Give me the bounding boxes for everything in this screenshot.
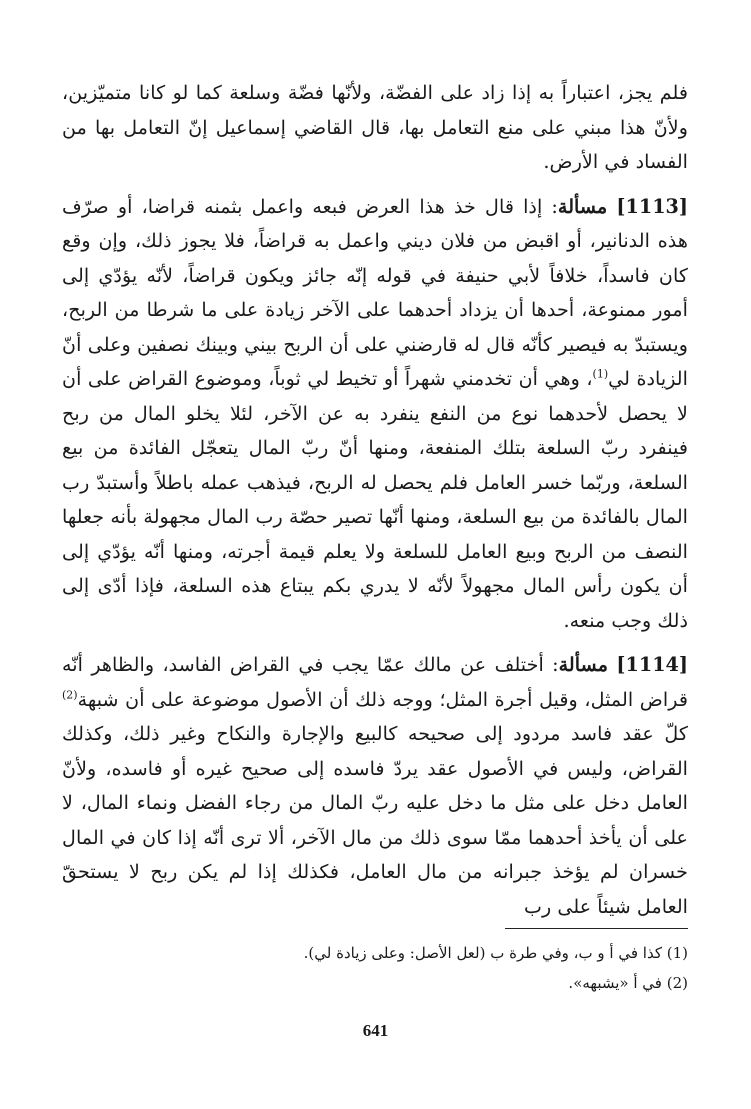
footnote-1: [62, 938, 688, 968]
footnote-2-number: (2): [666, 974, 688, 992]
issue-1114-text-a: : أختلف عن مالك عمّا يجب في القراض الفاسد، والظاهر أنّه قراض المثل، وقيل أجرة المثل؛ ووجه ذلك أن الأصول موضوعة على أن شبهة: [62, 653, 688, 711]
footnote-ref-1: (1): [592, 367, 609, 381]
issue-1113-label: مسألة: [557, 194, 608, 218]
issue-1114-label: مسألة: [558, 653, 609, 676]
page-body: [62, 76, 688, 924]
footnote-2: [62, 968, 688, 998]
issue-1113-text-a: : إذا قال خذ هذا العرض فبعه واعمل بثمنه قراضا، أو صرّف هذه الدنانير، أو اقبض من فلان ديني واعمل به قراضاً، فلا يجوز ذلك، وإن وقع كان فاسداً، خلافاً لأبي حنيفة في قوله إنّه جائز ويكون قراضاً، لأنّه يؤدّي إلى أمور ممنوعة، أحدها أن يزداد أحدهما على الآخر زيادة على ما شرطا من الربح، ويستبدّ به فيصير كأنّه قال له قارضني على أن الربح بيني وبينك نصفين وعلى أنّ الزيادة لي: [62, 194, 688, 390]
footnote-divider: [505, 928, 688, 929]
page-number: 641: [362, 1021, 389, 1040]
paragraph-1: فلم يجز، اعتباراً به إذا زاد على الفضّة، ولأنّها فضّة وسلعة كما لو كانا متميّزين، ولأنّ هذا مبني على منع التعامل بها، قال القاضي إسماعيل إنّ التعامل بها من الفساد في الأرض.: [62, 81, 688, 173]
issue-1114-number: [1114]: [616, 653, 688, 676]
issue-1113-number: [1113]: [616, 194, 688, 218]
footnote-1-text: كذا في أ و ب، وفي طرة ب (لعل الأصل: وعلى زيادة لي).: [303, 944, 662, 962]
issue-1113-paragraph: [62, 190, 688, 639]
footnote-ref-2: (2): [62, 688, 78, 702]
issue-1114-text-b: كلّ عقد فاسد مردود إلى صحيحه كالبيع والإجارة والنكاح وغير ذلك، وكذلك القراض، وليس في الأصول عقد يردّ فاسده إلى صحيح غيره أو فاسده، ولأنّ العامل دخل على مثل ما دخل عليه ربّ المال من رجاء الفضل ونماء المال، لا على أن يأخذ أحدهما ممّا سوى ذلك من مال الآخر، ألا ترى أنّه إذا كان في المال خسران لم يؤخذ جبرانه من مال العامل، فكذلك إذا لم يكن ربح لا يستحقّ العامل شيئاً على رب: [62, 722, 688, 918]
issue-1113-text-b: ، وهي أن تخدمني شهراً أو تخيط لي ثوباً، وموضوع القراض على أن لا يحصل لأحدهما نوع من النفع ينفرد به عن الآخر، لئلا يخلو المال من ربح فينفرد ربّ السلعة بتلك المنفعة، ومنها أنّ ربّ المال يتعجّل الفائدة من بيع السلعة، وربّما خسر العامل فلم يحصل له الربح، فيذهب عمله باطلاً وأستبدّ رب المال بالفائدة من بيع السلعة، ومنها أنّها تصير حصّة رب المال مجهولة بأنه جعلها النصف من الربح وبيع العامل للسلعة ولا يعلم قيمة أجرته، ومنها أنّه يؤدّي إلى أن يكون رأس المال مجهولاً لأنّه لا يدري بكم يبتاع هذه السلعة، فإذا أدّى إلى ذلك وجب منعه.: [62, 367, 688, 632]
footnote-2-text: في أ «يشبهه».: [568, 974, 662, 992]
footnote-1-number: (1): [666, 944, 688, 962]
issue-1114-paragraph: [62, 648, 688, 924]
footnotes: [62, 938, 688, 998]
